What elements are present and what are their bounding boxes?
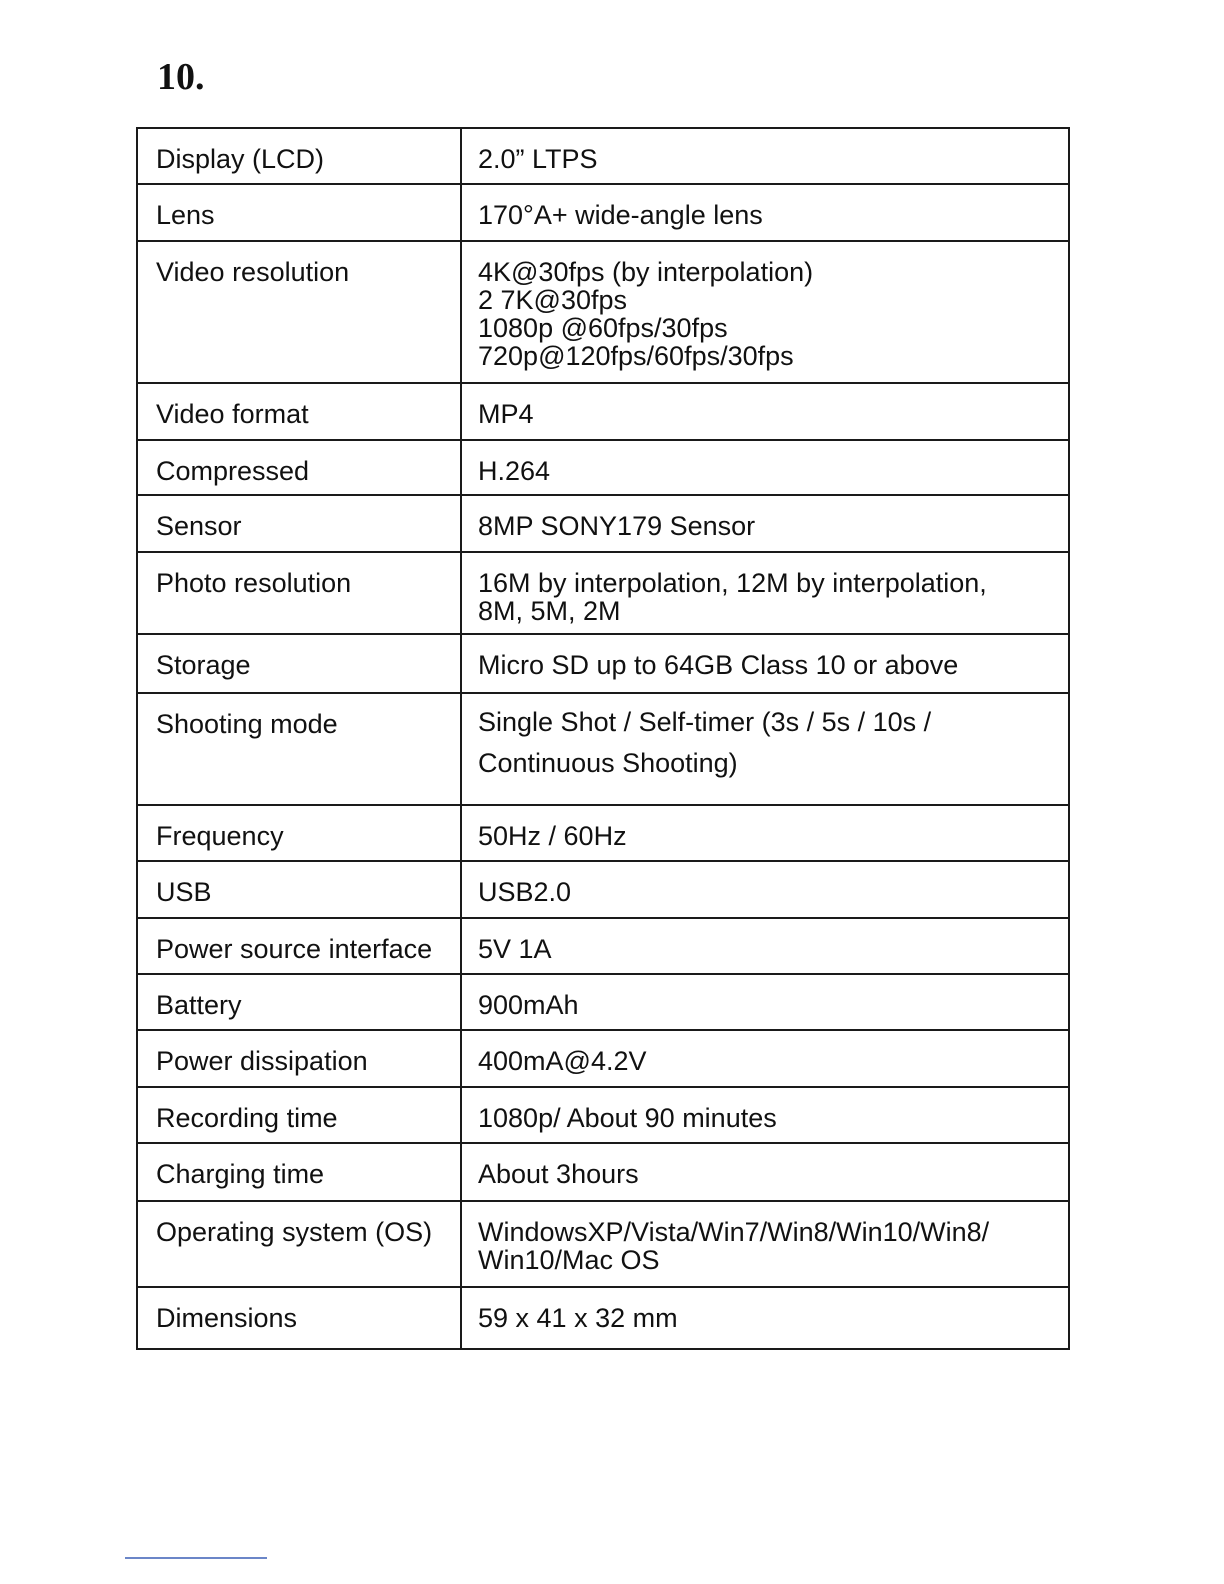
spec-label: Power source interface (137, 918, 461, 974)
table-row (137, 634, 1069, 693)
spec-value-line: 1080p @60fps/30fps (478, 313, 728, 343)
spec-value (461, 1143, 1069, 1201)
table-row (137, 495, 1069, 552)
spec-label: Compressed (137, 440, 461, 495)
table-row (137, 241, 1069, 383)
spec-label: Storage (137, 634, 461, 693)
spec-value (461, 495, 1069, 552)
table-row (137, 805, 1069, 861)
spec-value (461, 974, 1069, 1030)
spec-value (461, 241, 1069, 383)
table-row (137, 128, 1069, 184)
spec-value-line: USB2.0 (478, 877, 572, 907)
spec-label: Dimensions (137, 1287, 461, 1349)
spec-label: Frequency (137, 805, 461, 861)
spec-value-line: 2.0” LTPS (478, 144, 598, 174)
spec-label: Photo resolution (137, 552, 461, 634)
spec-value-line: Win10/Mac OS (478, 1245, 660, 1275)
spec-value (461, 861, 1069, 918)
table-row (137, 861, 1069, 918)
spec-value (461, 634, 1069, 693)
spec-value-line: About 3hours (478, 1159, 639, 1189)
spec-label: Lens (137, 184, 461, 241)
spec-value-line: 900mAh (478, 990, 579, 1020)
spec-value-line: 4K@30fps (by interpolation) (478, 257, 814, 287)
spec-value (461, 383, 1069, 440)
spec-value-line: WindowsXP/Vista/Win7/Win8/Win10/Win8/ (478, 1217, 990, 1247)
table-row (137, 974, 1069, 1030)
spec-value-line: H.264 (478, 456, 551, 486)
table-row (137, 1201, 1069, 1287)
spec-value-line: 50Hz / 60Hz (478, 821, 627, 851)
spec-value-line: 400mA@4.2V (478, 1046, 647, 1076)
spec-value (461, 1087, 1069, 1143)
spec-value-line: Continuous Shooting) (478, 748, 738, 778)
spec-value-line: 1080p/ About 90 minutes (478, 1103, 777, 1133)
table-row (137, 1030, 1069, 1087)
spec-value-line: 2 7K@30fps (478, 285, 628, 315)
spec-value-line: 8M, 5M, 2M (478, 596, 621, 626)
spec-label: USB (137, 861, 461, 918)
footer-divider (125, 1557, 267, 1559)
spec-value-line: 16M by interpolation, 12M by interpolation, (478, 568, 987, 598)
spec-value (461, 918, 1069, 974)
spec-value-line: 720p@120fps/60fps/30fps (478, 341, 794, 371)
spec-value-line: 170°A+ wide-angle lens (478, 200, 763, 230)
spec-label: Shooting mode (137, 693, 461, 805)
table-row (137, 1143, 1069, 1201)
spec-value (461, 552, 1069, 634)
spec-label: Display (LCD) (137, 128, 461, 184)
table-row (137, 693, 1069, 805)
table-row (137, 1287, 1069, 1349)
spec-label: Video resolution (137, 241, 461, 383)
specifications-table (136, 127, 1070, 1350)
table-row (137, 918, 1069, 974)
spec-value-line: Single Shot / Self-timer (3s / 5s / 10s / (478, 707, 932, 737)
table-row (137, 1087, 1069, 1143)
spec-value-line: 59 x 41 x 32 mm (478, 1303, 678, 1333)
table-row (137, 184, 1069, 241)
table-row (137, 383, 1069, 440)
spec-label: Power dissipation (137, 1030, 461, 1087)
spec-value-line: MP4 (478, 399, 534, 429)
spec-value (461, 184, 1069, 241)
page-number: 10. (157, 56, 205, 98)
table-row (137, 440, 1069, 495)
spec-label: Video format (137, 383, 461, 440)
spec-label: Operating system (OS) (137, 1201, 461, 1287)
spec-label: Recording time (137, 1087, 461, 1143)
spec-value-line: Micro SD up to 64GB Class 10 or above (478, 650, 959, 680)
table-row (137, 552, 1069, 634)
spec-label: Sensor (137, 495, 461, 552)
spec-value (461, 1287, 1069, 1349)
spec-value (461, 440, 1069, 495)
spec-value (461, 805, 1069, 861)
spec-label: Charging time (137, 1143, 461, 1201)
spec-value (461, 693, 1069, 805)
spec-value-line: 8MP SONY179 Sensor (478, 511, 756, 541)
spec-value-line: 5V 1A (478, 934, 552, 964)
spec-value (461, 1201, 1069, 1287)
spec-value (461, 1030, 1069, 1087)
spec-value (461, 128, 1069, 184)
spec-label: Battery (137, 974, 461, 1030)
